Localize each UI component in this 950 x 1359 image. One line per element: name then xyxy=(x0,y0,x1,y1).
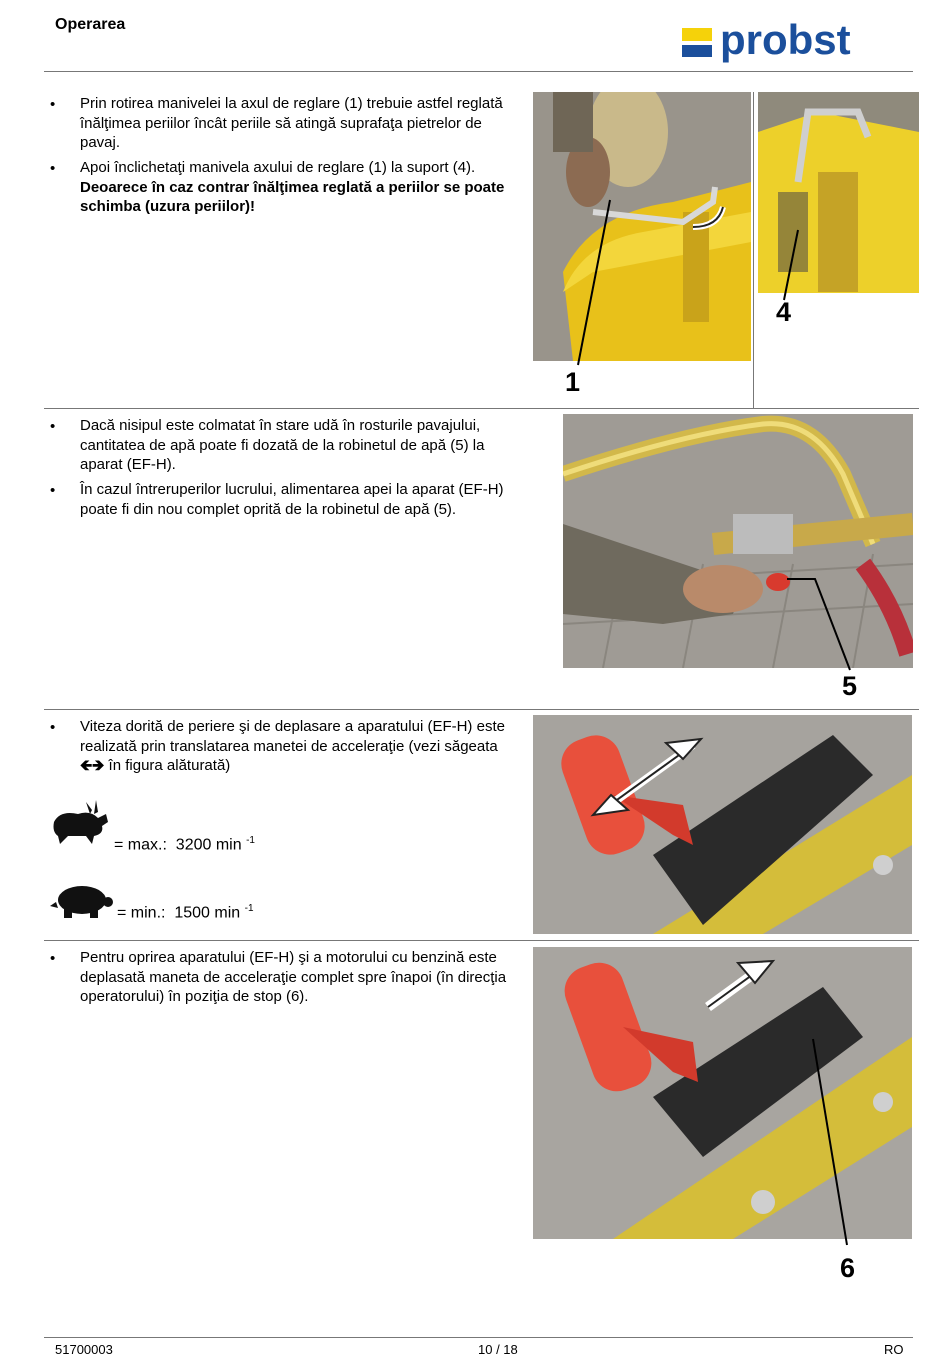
instruction-text: Pentru oprirea aparatului (EF-H) şi a motorului cu benzină este deplasată maneta de acceleraţie complet spre înapoi (în direcţia operatorului) în poziţia de stop (6). xyxy=(80,949,507,1005)
callout-leader-5 xyxy=(785,575,855,675)
rabbit-icon xyxy=(50,800,110,853)
page-section-title: Operarea xyxy=(55,16,126,33)
header-divider xyxy=(44,71,913,72)
figure-divider xyxy=(753,92,754,408)
instruction-text-normal: Viteza dorită de periere şi de deplasare a aparatului (EF-H) este realizată prin translatarea manetei de acceleraţie (vezi săgeata xyxy=(80,718,505,755)
section-divider xyxy=(44,940,919,941)
bullet-marker: • xyxy=(50,418,56,435)
bullet-marker: • xyxy=(50,160,56,177)
instruction-text-normal: în figura alăturată) xyxy=(108,757,231,774)
instruction-text-normal: Apoi înclichetaţi manivela axului de reglare (1) la suport (4). xyxy=(80,159,476,176)
callout-label-4: 4 xyxy=(776,297,792,327)
instruction-text: În cazul întreruperilor lucrului, alimentarea apei la aparat (EF-H) poate fi din nou complet oprită de la robinetul de apă (5). xyxy=(80,481,504,518)
max-speed-label: = max.: 3200 min $^{-1}$ xyxy=(114,835,255,854)
instruction-text: Prin rotirea manivelei la axul de reglare (1) trebuie astfel reglată înălţimea periilor încât periile să atingă suprafaţa pietrelor de pavaj. xyxy=(80,95,503,151)
footer-divider xyxy=(44,1337,913,1338)
bullet-marker: • xyxy=(50,950,56,967)
instruction-text xyxy=(80,717,525,776)
callout-label-5: 5 xyxy=(842,671,858,701)
callout-leader-6 xyxy=(805,1035,855,1250)
callout-leader-4 xyxy=(770,225,810,305)
section-divider xyxy=(44,408,919,409)
callout-leader-1 xyxy=(560,195,620,375)
bullet-marker: • xyxy=(50,96,56,113)
callout-label-1: 1 xyxy=(565,367,581,397)
instruction-text xyxy=(80,158,525,217)
photo-throttle-stop xyxy=(533,947,912,1239)
callout-label-6: 6 xyxy=(840,1253,856,1283)
svg-text:probst: probst xyxy=(720,18,851,63)
bullet-marker: • xyxy=(50,719,56,736)
turtle-icon xyxy=(50,880,114,925)
document-number: 51700003 xyxy=(55,1342,113,1357)
section-divider xyxy=(44,709,919,710)
double-arrow-icon: 🡸🡺 xyxy=(80,756,105,774)
probst-logo xyxy=(680,18,908,68)
photo-water-tap xyxy=(563,414,913,668)
language-code: RO xyxy=(884,1342,904,1357)
photo-throttle-lever xyxy=(533,715,912,934)
page-number: 10 / 18 xyxy=(478,1342,518,1357)
instruction-warning: Deoarece în caz contrar înălţimea reglată a periilor se poate schimba (uzura periilor)! xyxy=(80,178,505,215)
instruction-text: Dacă nisipul este colmatat în stare udă în rosturile pavajului, cantitatea de apă poate fi dozată de la robinetul de apă (5) la aparat (EF-H). xyxy=(80,417,485,473)
min-speed-label: = min.: 1500 min $^{-1}$ xyxy=(117,903,254,922)
bullet-marker: • xyxy=(50,482,56,499)
